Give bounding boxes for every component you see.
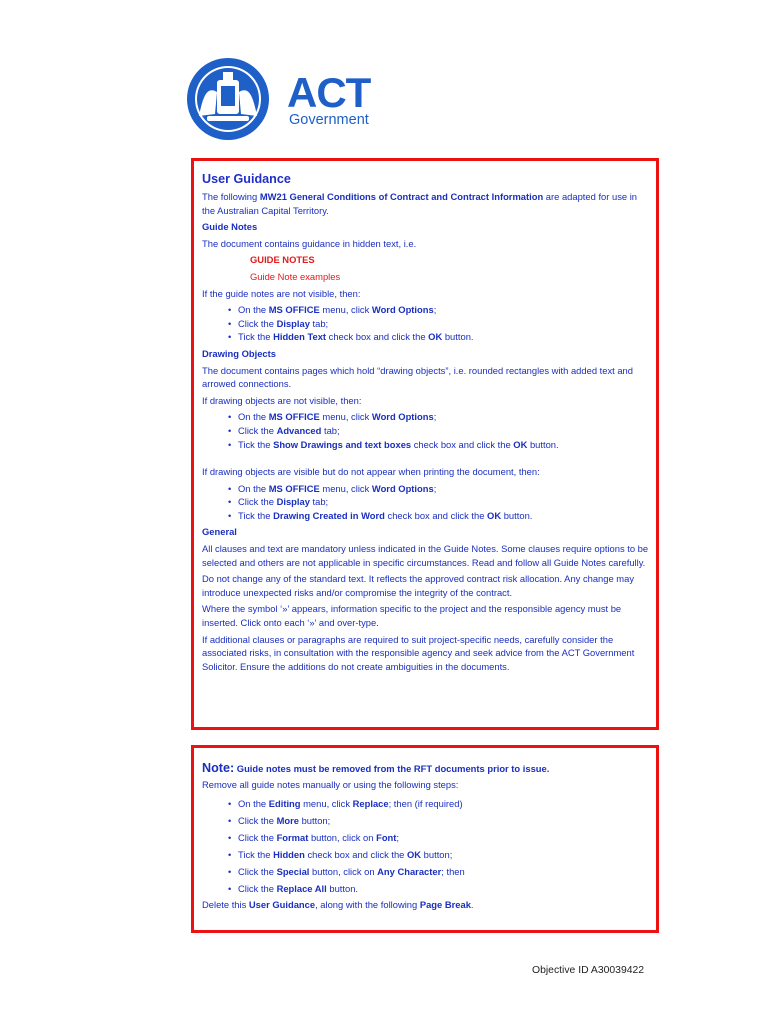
note-label: Note: [202,761,235,775]
note-delete-instruction: Delete this User Guidance, along with the following Page Break. [202,898,474,910]
list-item: • On the MS OFFICE menu, click Word Options; [238,482,650,496]
guide-notes-example-heading: GUIDE NOTES [250,254,315,266]
logo-act-text: ACT [287,69,371,116]
note-heading-text: Guide notes must be removed from the RFT documents prior to issue. [234,763,550,774]
guide-notes-steps [202,303,650,344]
note-intro: Remove all guide notes manually or using the following steps: [202,779,459,790]
list-item: • Click the Display tab; [238,317,650,331]
list-item: • Tick the Drawing Created in Word check box and click the OK button. [238,509,650,523]
list-item: • On the MS OFFICE menu, click Word Options; [238,303,650,317]
guide-notes-not-visible: If the guide notes are not visible, then: [202,287,361,299]
drawing-objects-text: The document contains pages which hold “drawing objects”, i.e. rounded rectangles with added text and arrowed connections. [202,364,633,390]
list-item: • Click the Special button, click on Any Character; then [238,863,650,880]
general-paragraph-3: Where the symbol ‘»’ appears, information specific to the project and the responsible agency must be inserted. Click onto each ‘»’ and over-type. [202,603,622,629]
objective-id-footer: Objective ID A30039422 [532,965,645,976]
drawing-objects-not-visible: If drawing objects are not visible, then: [202,394,362,406]
general-heading: General [202,526,237,538]
general-paragraph-4: If additional clauses or paragraphs are required to suit project-specific needs, carefully consider the associated risks, in consultation with the responsible agency and seek advice from the ACT Government Solicitor. Ensure the additions do not create ambiguities in the documents. [202,633,635,672]
list-item: • Tick the Hidden check box and click the OK button; [238,846,650,863]
drawing-printing-steps [202,482,650,523]
list-item: • Click the Display tab; [238,495,650,509]
list-item: • Tick the Show Drawings and text boxes check box and click the OK button. [238,438,650,452]
note-box [191,745,659,933]
guide-notes-text: The document contains guidance in hidden text, i.e. [202,237,417,249]
act-government-logo [185,56,375,156]
general-paragraph-1: All clauses and text are mandatory unless indicated in the Guide Notes. Some clauses require options to be selected and others are not applicable in specific circumstances. Read and follow all Guide Notes carefully. [202,543,649,568]
list-item: • Tick the Hidden Text check box and click the OK button. [238,330,650,344]
intro-paragraph: The following MW21 General Conditions of Contract and Contract Information are adapted for use in the Australian Capital Territory. [202,191,638,216]
list-item: • Click the More button; [238,812,650,829]
note-heading [202,760,650,777]
drawing-objects-printing: If drawing objects are visible but do not appear when printing the document, then: [202,466,540,478]
guide-notes-example-text: Guide Note examples [250,270,341,282]
list-item: • Click the Replace All button. [238,880,650,897]
list-item: • On the Editing menu, click Replace; then (if required) [238,795,650,812]
coat-of-arms-icon [185,56,271,142]
guide-notes-heading: Guide Notes [202,221,258,233]
list-item: • Click the Advanced tab; [238,424,650,438]
user-guidance-box [191,158,659,730]
list-item: • On the MS OFFICE menu, click Word Options; [238,410,650,424]
list-item: • Click the Format button, click on Font; [238,829,650,846]
user-guidance-title: User Guidance [202,172,291,186]
drawing-objects-heading: Drawing Objects [202,347,276,359]
note-steps [202,795,650,897]
drawing-objects-steps [202,410,650,451]
logo-government-text: Government [289,112,369,128]
general-paragraph-2: Do not change any of the standard text. It reflects the approved contract risk allocation. Any change may introduce unexpected risks and/or compromise the integrity of the contract. [202,573,635,598]
